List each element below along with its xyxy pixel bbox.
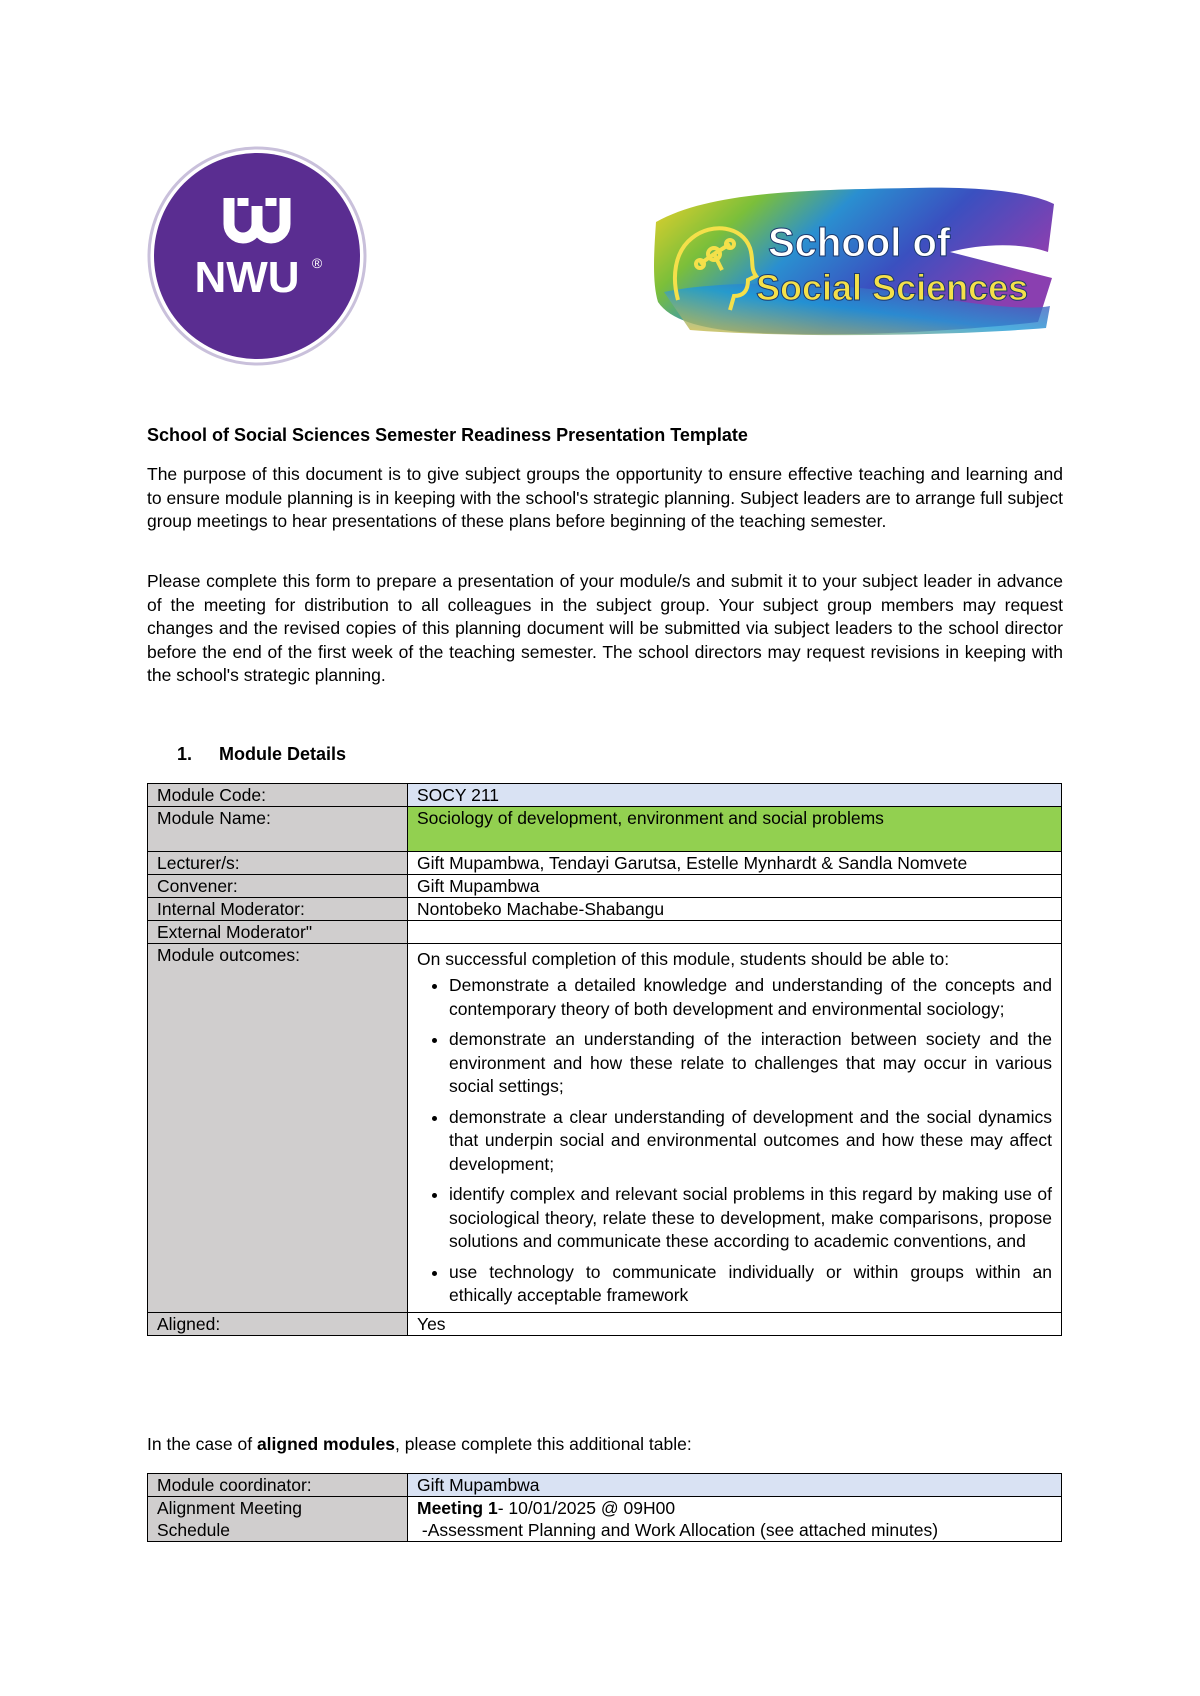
meeting-date: - 10/01/2025 @ 09H00 xyxy=(497,1498,676,1518)
module-code-label: Module Code: xyxy=(148,784,408,807)
meeting-agenda: -Assessment Planning and Work Allocation (see attached minutes) xyxy=(417,1520,939,1540)
label-line-2: Schedule xyxy=(157,1520,230,1540)
section-heading-module-details xyxy=(177,744,346,765)
list-item: • demonstrate an understanding of the interaction between society and the environment and how these relate to challenges that may occur in various social settings; xyxy=(449,1028,1052,1099)
registered-mark: ® xyxy=(311,255,323,271)
table-row xyxy=(148,784,1062,807)
table-row xyxy=(148,807,1062,852)
document-title: School of Social Sciences Semester Readiness Presentation Template xyxy=(147,425,748,445)
meeting-title: Meeting 1 xyxy=(417,1498,498,1518)
convener-value: Gift Mupambwa xyxy=(408,875,1062,898)
instructions-paragraph: Please complete this form to prepare a presentation of your module/s and submit it to your subject leader in advance of the meeting for distribution to all colleagues in the subject group. Your subject group members may request changes and the revised copies of this planning document will be submitted via subject leaders to the school director before the end of the first week of the teaching semester. The school directors may request revisions in keeping with the school's strategic planning. xyxy=(147,571,1063,685)
table-row xyxy=(148,852,1062,875)
convener-label: Convener: xyxy=(148,875,408,898)
module-name-value: Sociology of development, environment and social problems xyxy=(408,807,1062,852)
table-row xyxy=(148,1497,1062,1542)
table-row xyxy=(148,898,1062,921)
intro-text-end: , please complete this additional table: xyxy=(395,1434,692,1454)
alignment-table xyxy=(147,1473,1062,1542)
module-coordinator-value: Gift Mupambwa xyxy=(408,1474,1062,1497)
aligned-value: Yes xyxy=(408,1312,1062,1335)
list-item: • Demonstrate a detailed knowledge and understanding of the concepts and contemporary theory of both development and environmental sociology; xyxy=(449,974,1052,1021)
intro-text: In the case of xyxy=(147,1434,257,1454)
alignment-meeting-label xyxy=(148,1497,408,1542)
internal-moderator-value: Nontobeko Machabe-Shabangu xyxy=(408,898,1062,921)
module-coordinator-label: Module coordinator: xyxy=(148,1474,408,1497)
module-code-value: SOCY 211 xyxy=(408,784,1062,807)
intro-bold: aligned modules xyxy=(256,1434,396,1454)
lecturers-value: Gift Mupambwa, Tendayi Garutsa, Estelle Mynhardt & Sandla Nomvete xyxy=(408,852,1062,875)
table-row xyxy=(148,921,1062,944)
logo-line-2: Social Sciences xyxy=(756,267,1029,308)
section-title: Module Details xyxy=(219,744,347,764)
module-details-table xyxy=(147,783,1062,1336)
outcomes-intro: On successful completion of this module, students should be able to: xyxy=(417,949,950,969)
external-moderator-label: External Moderator" xyxy=(148,921,408,944)
school-of-social-sciences-logo xyxy=(650,182,1060,342)
outcomes-list xyxy=(417,974,1052,1308)
list-item: • demonstrate a clear understanding of development and the social dynamics that underpin social and environmental outcomes and how these may affect development; xyxy=(449,1106,1052,1177)
logo-line-1: School of xyxy=(768,221,951,265)
section-number: 1. xyxy=(177,744,193,764)
list-item: • use technology to communicate individually or within groups within an ethically acceptable framework xyxy=(449,1261,1052,1308)
purpose-paragraph: The purpose of this document is to give subject groups the opportunity to ensure effective teaching and learning and to ensure module planning is in keeping with the school's strategic planning. Subject leaders are to arrange full subject group meetings to hear presentations of these plans before beginning of the teaching semester. xyxy=(147,464,1063,531)
module-outcomes-label: Module outcomes: xyxy=(148,944,408,1313)
list-item: • identify complex and relevant social problems in this regard by making use of sociological theory, relate these to development, make comparisons, propose solutions and communicate these according to academic conventions, and xyxy=(449,1183,1052,1254)
table-row xyxy=(148,944,1062,1313)
aligned-label: Aligned: xyxy=(148,1312,408,1335)
alignment-meeting-value xyxy=(408,1497,1062,1542)
nwu-logo-text: NWU xyxy=(194,253,300,302)
table-row xyxy=(148,1474,1062,1497)
module-outcomes-value xyxy=(408,944,1062,1313)
table-row xyxy=(148,875,1062,898)
aligned-modules-intro xyxy=(147,1434,692,1455)
external-moderator-value xyxy=(408,921,1062,944)
internal-moderator-label: Internal Moderator: xyxy=(148,898,408,921)
lecturers-label: Lecturer/s: xyxy=(148,852,408,875)
label-line-1: Alignment Meeting xyxy=(157,1498,302,1518)
module-name-label: Module Name: xyxy=(148,807,408,852)
nwu-logo xyxy=(147,146,367,366)
table-row xyxy=(148,1312,1062,1335)
